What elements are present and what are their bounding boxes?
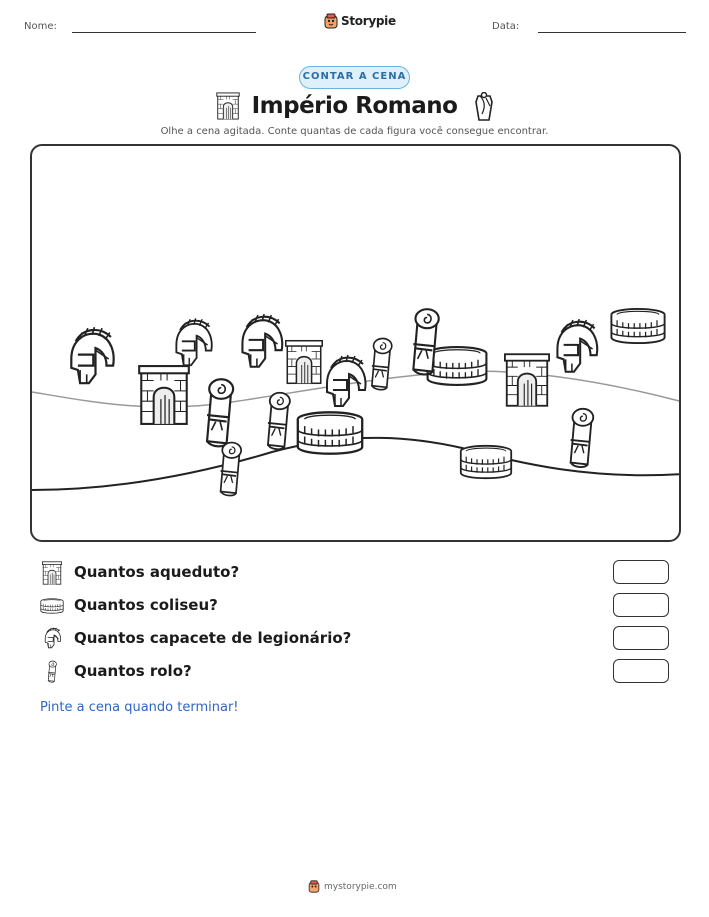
date-label: Data:	[492, 21, 520, 32]
scene-scroll	[571, 409, 594, 467]
scene-aqueduct	[139, 366, 189, 424]
question-label: Quantos capacete de legionário?	[74, 629, 352, 647]
colosseum-icon	[40, 594, 64, 618]
question-row-colosseum	[40, 593, 672, 619]
hidden-objects-scene[interactable]	[30, 144, 681, 542]
answer-box-helmet[interactable]	[613, 626, 669, 650]
activity-tag: CONTAR A CENA	[299, 66, 410, 89]
scene-colosseum	[611, 309, 664, 343]
footer-site: mystorypie.com	[324, 881, 397, 892]
brand-logo	[324, 13, 396, 29]
toga-icon	[472, 92, 496, 122]
page-title: Império Romano	[251, 93, 458, 119]
date-line[interactable]	[538, 32, 686, 33]
scene-colosseum	[428, 347, 487, 385]
scene-scroll	[268, 393, 290, 449]
instructions: Olhe a cena agitada. Conte quantas de cada figura você consegue encontrar.	[160, 126, 549, 137]
footer	[308, 880, 397, 893]
scene-scroll	[372, 338, 392, 389]
answer-box-scroll[interactable]	[613, 659, 669, 683]
scene-colosseum	[461, 446, 511, 478]
question-row-aqueduct	[40, 560, 672, 586]
question-row-helmet	[40, 626, 672, 652]
scene-helmet	[242, 314, 282, 367]
scene-aqueduct	[286, 341, 322, 384]
question-label: Quantos aqueduto?	[74, 563, 240, 581]
scene-aqueduct	[505, 354, 549, 406]
question-row-scroll	[40, 659, 672, 685]
aqueduct-icon	[40, 561, 64, 585]
storypie-mascot-icon	[308, 880, 320, 893]
scene-colosseum	[298, 412, 362, 453]
legionary-helmet-icon	[40, 627, 64, 651]
answer-box-aqueduct[interactable]	[613, 560, 669, 584]
name-line[interactable]	[72, 32, 256, 33]
scene-helmet	[557, 319, 597, 372]
scene-scroll	[221, 443, 242, 496]
name-label: Nome:	[24, 21, 57, 32]
scene-drawing	[32, 146, 681, 542]
scene-helmet	[176, 318, 211, 365]
brand-name: Storypie	[341, 14, 396, 28]
storypie-mascot-icon	[324, 13, 338, 29]
question-label: Quantos rolo?	[74, 662, 192, 680]
scene-scroll	[207, 379, 233, 446]
scene-helmet	[327, 355, 366, 406]
coloring-note: Pinte a cena quando terminar!	[40, 700, 239, 715]
question-label: Quantos coliseu?	[74, 596, 218, 614]
answer-box-colosseum[interactable]	[613, 593, 669, 617]
scene-helmet	[71, 327, 113, 383]
scroll-icon	[40, 660, 64, 684]
